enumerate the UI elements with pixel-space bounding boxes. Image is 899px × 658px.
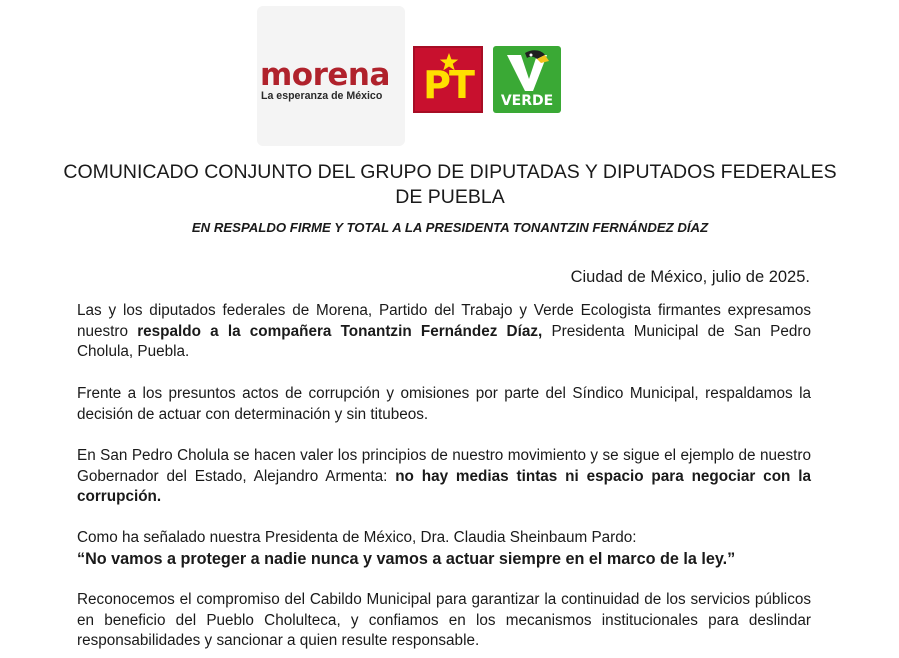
pt-logo-letters: PT	[423, 63, 473, 107]
morena-logo	[257, 6, 405, 146]
paragraph-support-emphasis: respaldo a la compañera Tonantzin Fernández Díaz,	[137, 322, 543, 340]
president-quote: “No vamos a proteger a nadie nunca y vamos a actuar siempre en el marco de la ley.”	[77, 549, 736, 568]
morena-logo-wordmark: morena	[260, 57, 390, 93]
verde-logo-word: VERDE	[500, 93, 554, 109]
paragraph-principles-emphasis: no hay medias tintas ni espacio para negociar con la corrupción.	[77, 467, 811, 505]
verde-logo	[493, 46, 561, 113]
paragraph-principles-text: En San Pedro Cholula se hacen valer los principios de nuestro movimiento y se sigue el ejemplo de nuestro Gobernador del Estado, Alejandro Armenta:	[77, 447, 811, 485]
paragraph-cabildo: Reconocemos el compromiso del Cabildo Municipal para garantizar la continuidad de los servicios públicos en beneficio del Pueblo Cholulteca, y confiamos en los mecanismos institucionales para deslindar responsabilidades y sancionar a quien resulte responsable.	[77, 591, 811, 649]
paragraph-principles	[77, 446, 811, 508]
document-subtitle: EN RESPALDO FIRME Y TOTAL A LA PRESIDENTA TONANTZIN FERNÁNDEZ DÍAZ	[191, 220, 709, 235]
paragraph-corruption: Frente a los presuntos actos de corrupción y omisiones por parte del Síndico Municipal, respaldamos la decisión de actuar con determinación y sin titubeos.	[77, 385, 811, 423]
party-logos	[0, 0, 899, 150]
place-and-date: Ciudad de México, julio de 2025.	[570, 268, 810, 286]
paragraph-support-text-a: Las y los diputados federales de Morena, Partido del Trabajo y Verde Ecologista firmantes expresamos nuestro	[77, 302, 811, 340]
document-title: COMUNICADO CONJUNTO DEL GRUPO DE DIPUTADAS Y DIPUTADOS FEDERALES DE PUEBLA	[63, 161, 837, 208]
morena-logo-tagline: La esperanza de México	[261, 90, 383, 102]
paragraph-support	[77, 301, 811, 363]
quote-intro: Como ha señalado nuestra Presidenta de México, Dra. Claudia Sheinbaum Pardo:	[77, 529, 637, 546]
paragraph-president-quote	[77, 528, 811, 569]
paragraph-support-text-c: Presidenta Municipal de San Pedro Cholula, Puebla.	[77, 322, 811, 360]
toucan-icon	[501, 49, 553, 93]
pt-logo	[413, 46, 483, 113]
